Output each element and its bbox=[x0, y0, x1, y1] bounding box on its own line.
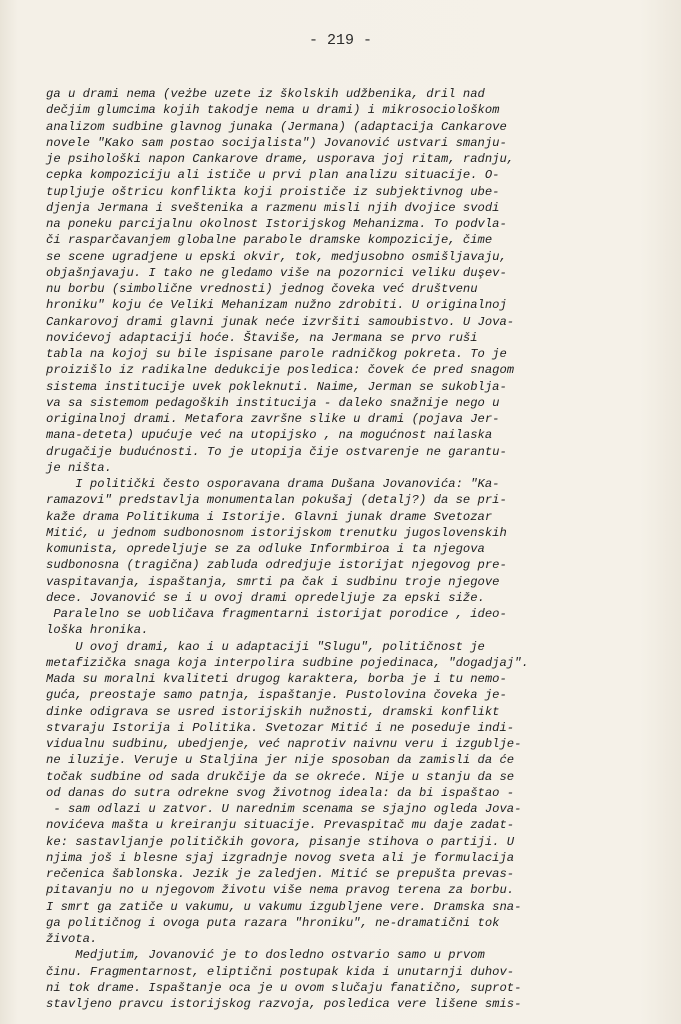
text-line: Mada su moralni kvaliteti drugog karaktera, borba je i tu nemo- bbox=[46, 672, 507, 686]
text-line: I politički često osporavana drama Dušana Jovanovića: "Ka- bbox=[46, 477, 500, 491]
text-line: pitavanju no u njegovom životu više nema pravog terena za borbu. bbox=[46, 883, 515, 898]
text-line: Paralelno se uobličava fragmentarni istorijat porodice , ideo- bbox=[46, 607, 507, 621]
text-line: novićevoj adaptaciji hoće. Štaviše, na Jermana se prvo ruši bbox=[46, 330, 478, 345]
text-line: loška hronika. bbox=[46, 623, 149, 638]
text-line: originalnoj drami. Metafora završne slike u drami (pojava Jer- bbox=[46, 412, 500, 426]
text-line: je psihološki napon Cankarove drame, usporava joj ritam, radnju, bbox=[46, 152, 515, 166]
text-line: novele "Kako sam postao socijalista") Jovanović ustvari smanju- bbox=[46, 135, 507, 150]
text-line: dece. Jovanović se i u ovoj drami opredeljuje za epski siže. bbox=[46, 590, 485, 605]
text-line: komunista, opredeljuje se za odluke Informbiroa i ta njegova bbox=[46, 542, 485, 556]
text-line: ne iluzije. Veruje u Staljina jer nije sposoban da zamisli da će bbox=[46, 753, 515, 768]
text-line: sudbonosna (tragična) zabluda odredjuje istorijat njegovog pre- bbox=[46, 558, 507, 573]
text-line: tabla na kojoj su bile ispisane parole radničkog pokreta. To je bbox=[46, 347, 507, 361]
text-line: novićeva mašta u kreiranju situacije. Prevaspitač mu daje zadat- bbox=[46, 818, 515, 833]
body-text bbox=[46, 86, 666, 1012]
text-line: se scene ugradjene u epski okvir, tok, medjusobno osmišljavaju, bbox=[46, 249, 507, 264]
text-line: dečjim glumcima kojih takodje nema u drami) i mikrosociološkom bbox=[46, 103, 500, 118]
text-line: djenja Jermana i sveštenika a razmenu misli njih dvojice svodi bbox=[46, 200, 500, 215]
text-line: nu borbu (simbolične vrednosti) jednog čoveka već društvenu bbox=[46, 282, 478, 296]
text-line: vidualnu sudbinu, ubedjenje, već naprotiv naivnu veru i izgublje- bbox=[46, 737, 522, 751]
text-line: stvaraju Istorija i Politika. Svetozar Mitić i ne poseduje indi- bbox=[46, 720, 515, 735]
text-line: Medjutim, Jovanović je to dosledno ostvario samo u prvom bbox=[46, 948, 485, 963]
text-line: ramazovi" predstavlja monumentalan pokušaj (detalj?) da se pri- bbox=[46, 493, 507, 508]
text-line: U ovoj drami, kao i u adaptaciji "Slugu", političnost je bbox=[46, 639, 485, 654]
text-line: točak sudbine od sada drukčije da se okreće. Nije u stanju da se bbox=[46, 769, 515, 784]
text-line: hroniku" koju će Veliki Mehanizam nužno zdrobiti. U originalnoj bbox=[46, 298, 507, 313]
text-line: guća, preostaje samo patnja, ispaštanje. Pustolovina čoveka je- bbox=[46, 688, 507, 703]
text-line: metafizička snaga koja interpolira sudbine pojedinaca, "dogadjaj". bbox=[46, 655, 529, 670]
text-line: Mitić, u jednom sudbonosnom istorijskom trenutku jugoslovenskih bbox=[46, 525, 507, 540]
text-line: objašnjavaju. I tako ne gledamo više na pozornici veliku duşev- bbox=[46, 265, 507, 280]
text-line: rečenica šablonska. Jezik je zaledjen. Mitić se prepušta prevas- bbox=[46, 867, 515, 881]
text-line: od danas do sutra odrekne svog životnog ideala: da bi ispaštao - bbox=[46, 785, 515, 800]
text-line: života. bbox=[46, 932, 98, 946]
text-line: je ništa. bbox=[46, 460, 112, 475]
text-line: tupljuje oštricu konflikta koji proističe iz subjektivnog ubе- bbox=[46, 184, 500, 199]
text-line: drugačije budućnosti. To je utopija čije ostvarenje ne garantu- bbox=[46, 444, 507, 459]
text-line: mana-deteta) upućuje već na utopijsko , na mogućnost nailaska bbox=[46, 428, 493, 443]
text-line: kaže drama Politikuma i Istorije. Glavni junak drame Svetozar bbox=[46, 509, 493, 524]
text-line: na poneku parcijalnu okolnost Istorijskog Mehanizma. To podvla- bbox=[46, 217, 507, 231]
text-line: cepka kompoziciju ali ističe u prvi plan analizu situacije. O- bbox=[46, 168, 500, 183]
text-line: sistema institucije uvek pokleknuti. Naime, Jerman se sukoblja- bbox=[46, 379, 507, 394]
text-line: či rasparčavanjem globalne parabole dramske kompozicije, čime bbox=[46, 233, 493, 248]
page-number: - 219 - bbox=[308, 32, 372, 49]
text-line: vaspitavanja, ispaštanja, smrti pa čak i sudbinu troje njegove bbox=[46, 574, 500, 589]
text-line: stavljeno pravcu istorijskog razvoja, posledica vere lišene smis- bbox=[46, 997, 522, 1011]
text-line: I smrt ga zatiče u vakumu, u vakumu izgubljene vere. Dramska sna- bbox=[46, 899, 522, 914]
text-line: njima još i blesne sjaj izgradnje novog sveta ali je formulacija bbox=[46, 850, 515, 865]
text-line: ni tok drame. Ispaštanje oca je u ovom slučaju fanatično, suprot- bbox=[46, 980, 522, 995]
text-line: dinke odigrava se usred istorijskih nužnosti, dramski konflikt bbox=[46, 704, 500, 719]
text-line: ga političnog i ovoga puta razara "hroniku", ne-dramatični tok bbox=[46, 915, 500, 930]
text-line: analizom sudbine glavnog junaka (Jermana) (adaptacija Cankarove bbox=[46, 119, 507, 134]
text-line: - sam odlazi u zatvor. U narednim scenama se sjajno ogleda Jova- bbox=[46, 802, 522, 816]
text-line: činu. Fragmentarnost, eliptični postupak kida i unutarnji duhov- bbox=[46, 964, 515, 979]
text-line: va sa sistemom pedagoških institucija - daleko snažnije nego u bbox=[46, 395, 500, 410]
text-line: Cankarovoj drami glavni junak neće izvršiti samoubistvo. U Jova- bbox=[46, 314, 515, 329]
text-line: proizišlo iz radikalne dedukcije posledica: čovek će pred snagom bbox=[46, 363, 515, 378]
text-line: ga u drami nema (veżbe uzete iz školskih udžbenika, dril nad bbox=[46, 87, 485, 101]
text-line: ke: sastavljanje političkih govora, pisanje stihova o partiji. U bbox=[46, 834, 515, 849]
